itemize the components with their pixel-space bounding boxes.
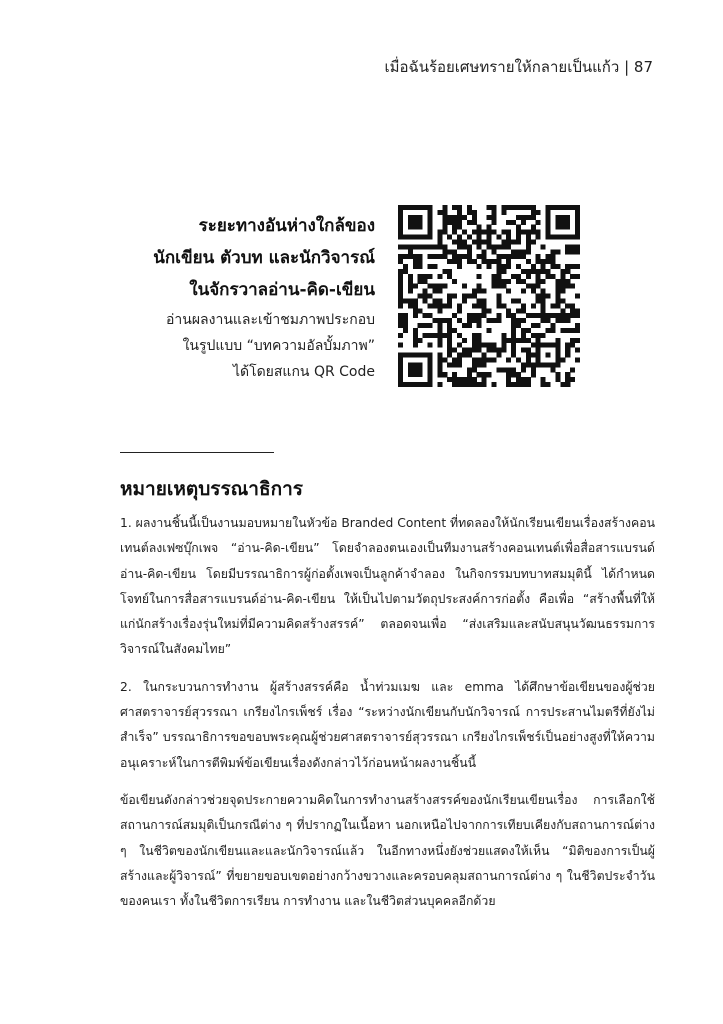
feature-caption-line: ได้โดยสแกน QR Code <box>232 364 375 380</box>
editor-note-body <box>120 511 655 926</box>
paragraph: 1. ผลงานชิ้นนี้เป็นงานมอบหมายในหัวข้อ Branded Content ที่ทดลองให้นักเรียนเขียนเรื่องสร้างคอนเทนต์ลงเฟซบุ๊กเพจ “อ่าน-คิด-เขียน” โดยจำลองตนเองเป็นทีมงานสร้างคอนเทนต์เพื่อสื่อสารแบรนด์อ่าน-คิด-เขียน โดยมีบรรณาธิการผู้ก่อตั้งเพจเป็นลูกค้าจำลอง ในกิจกรรมบทบาทสมมุตินี้ ได้กำหนดโจทย์ในการสื่อสารแบรนด์อ่าน-คิด-เขียน ให้เป็นไปตามวัตถุประสงค์การก่อตั้ง คือเพื่อ “สร้างพื้นที่ให้แก่นักสร้างเรื่องรุ่นใหม่ที่มีความคิดสร้างสรรค์” ตลอดจนเพื่อ “ส่งเสริมและสนับสนุนวัฒนธรรมการวิจารณ์ในสังคมไทย” <box>120 516 656 657</box>
qr-code-icon[interactable] <box>398 205 580 387</box>
header-separator: | <box>624 58 630 76</box>
running-title: เมื่อฉันร้อยเศษทรายให้กลายเป็นแก้ว <box>384 58 620 76</box>
paragraph: ข้อเขียนดังกล่าวช่วยจุดประกายความคิดในการทำงานสร้างสรรค์ของนักเรียนเขียนเรื่อง การเลือกใช้สถานการณ์สมมุติเป็นกรณีต่าง ๆ ที่ปรากฏในเนื้อหา นอกเหนือไปจากการเทียบเคียงกับสถานการณ์ต่าง ๆ ในชีวิตของนักเขียนและและนักวิจารณ์แล้ว ในอีกทางหนึ่งยังช่วยแสดงให้เห็น “มิติของการเป็นผู้สร้างและผู้วิจารณ์” ที่ขยายขอบเขตอย่างกว้างขวางและครอบคลุมสถานการณ์ต่าง ๆ ในชีวิตประจำวันของคนเรา ทั้งในชีวิตการเรียน การทำงาน และในชีวิตส่วนบุคคลอีกด้วย <box>120 792 655 909</box>
running-header <box>384 55 653 79</box>
page-number: 87 <box>633 58 653 76</box>
section-divider <box>120 452 274 453</box>
feature-title-line: ในจักรวาลอ่าน-คิด-เขียน <box>189 280 375 300</box>
feature-caption-line: ในรูปแบบ “บทความอัลบั้มภาพ” <box>182 338 375 354</box>
feature-block <box>75 210 375 384</box>
feature-title-line: ระยะทางอันห่างใกล้ของ <box>198 216 375 236</box>
feature-title-line: นักเขียน ตัวบท และนักวิจารณ์ <box>153 248 375 268</box>
feature-caption-line: อ่านผลงานและเข้าชมภาพประกอบ <box>166 312 375 328</box>
section-title: หมายเหตุบรรณาธิการ <box>120 478 303 500</box>
paragraph: 2. ในกระบวนการทำงาน ผู้สร้างสรรค์คือ น้ำท่วมเมฆ และ emma ได้ศึกษาข้อเขียนของผู้ช่วยศาสตราจารย์สุวรรณา เกรียงไกรเพ็ชร์ เรื่อง “ระหว่างนักเขียนกับนักวิจารณ์ การประสานไมตรีที่ยังไม่สำเร็จ” บรรณาธิการขอขอบพระคุณผู้ช่วยศาสตราจารย์สุวรรณา เกรียงไกรเพ็ชร์เป็นอย่างสูงที่ให้ความอนุเคราะห์ในการตีพิมพ์ข้อเขียนเรื่องดังกล่าวไว้ก่อนหน้าผลงานชิ้นนี้ <box>120 679 655 770</box>
